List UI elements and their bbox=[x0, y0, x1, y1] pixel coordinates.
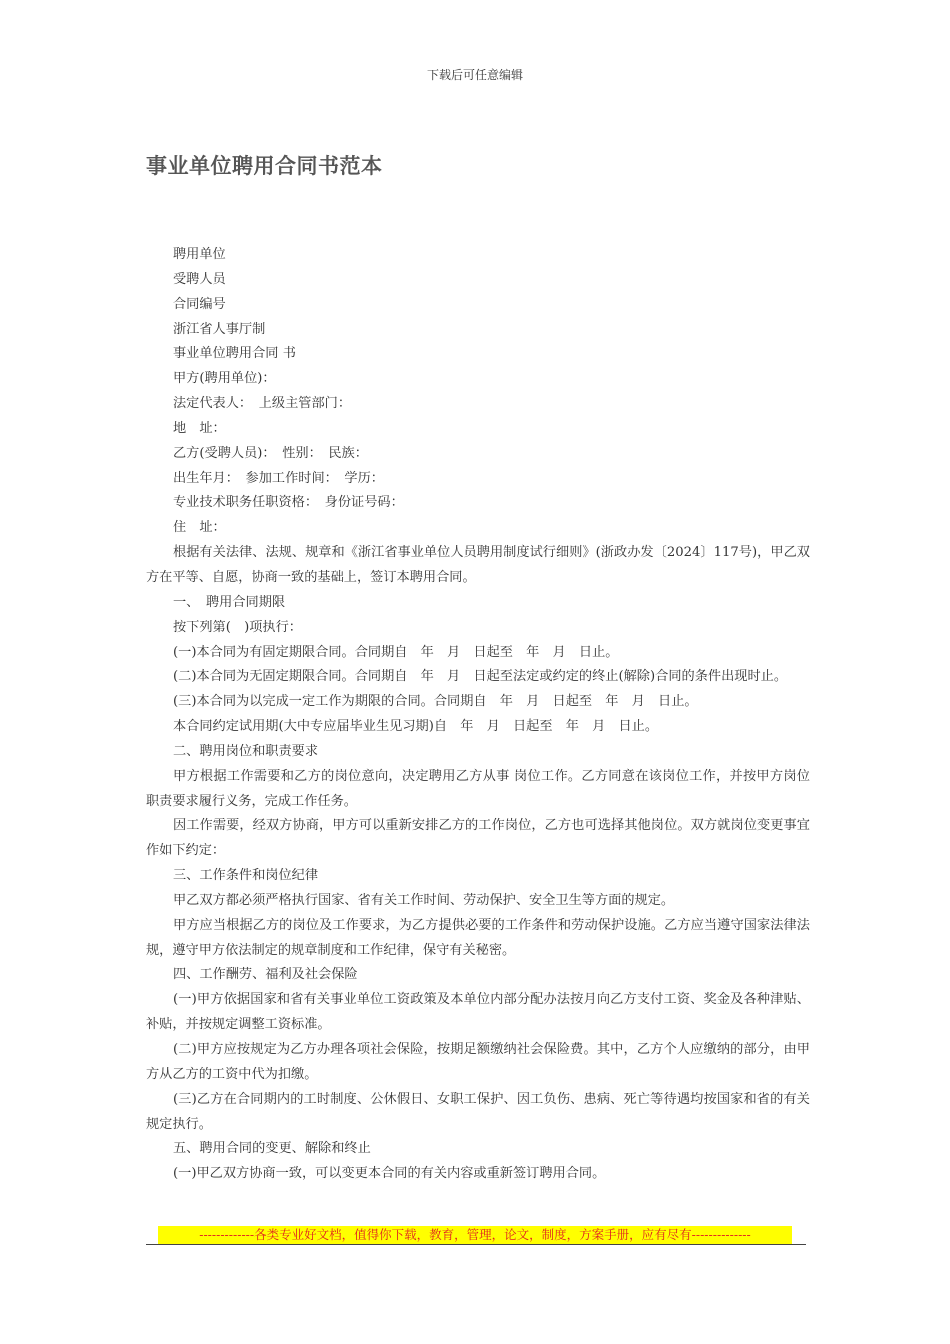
contract-paragraph: 根据有关法律、法规、规章和《浙江省事业单位人员聘用制度试行细则》(浙政办发〔2024〕117号)，甲乙双方在平等、自愿，协商一致的基础上，签订本聘用合同。 bbox=[146, 545, 810, 585]
section-heading: 一、 聘用合同期限 bbox=[173, 594, 286, 610]
contract-paragraph: 浙江省人事厅制 bbox=[173, 321, 266, 337]
footer-promo-banner: -------------各类专业好文档，值得你下载，教育，管理，论文，制度，方案手册，应有尽有-------------- bbox=[158, 1226, 792, 1244]
contract-paragraph: 受聘人员 bbox=[173, 271, 226, 287]
section-heading: 四、工作酬劳、福利及社会保险 bbox=[173, 967, 358, 983]
contract-paragraph: 甲方根据工作需要和乙方的岗位意向，决定聘用乙方从事 岗位工作。乙方同意在该岗位工作，并按甲方岗位职责要求履行义务，完成工作任务。 bbox=[146, 768, 810, 809]
contract-paragraph: 本合同约定试用期(大中专应届毕业生见习期)自 年 月 日起至 年 月 日止。 bbox=[173, 719, 659, 735]
page-header-note: 下载后可任意编辑 bbox=[426, 68, 523, 82]
section-heading: 三、工作条件和岗位纪律 bbox=[173, 868, 319, 884]
contract-paragraph: (一)甲乙双方协商一致，可以变更本合同的有关内容或重新签订聘用合同。 bbox=[173, 1166, 606, 1182]
contract-paragraph: 事业单位聘用合同 书 bbox=[173, 346, 296, 362]
section-heading: 五、聘用合同的变更、解除和终止 bbox=[173, 1141, 371, 1157]
contract-body bbox=[146, 243, 810, 1187]
document-title: 事业单位聘用合同书范本 bbox=[146, 154, 383, 178]
contract-paragraph: 法定代表人： 上级主管部门： bbox=[173, 396, 352, 412]
contract-paragraph: (三)乙方在合同期内的工时制度、公休假日、女职工保护、因工负伤、患病、死亡等待遇均按国家和省的有关规定执行。 bbox=[146, 1091, 810, 1132]
contract-paragraph: (三)本合同为以完成一定工作为期限的合同。合同期自 年 月 日起至 年 月 日止。 bbox=[173, 694, 698, 710]
contract-paragraph: 甲乙双方都必须严格执行国家、省有关工作时间、劳动保护、安全卫生等方面的规定。 bbox=[173, 892, 675, 908]
contract-paragraph: 地 址： bbox=[173, 420, 226, 436]
contract-paragraph: 因工作需要，经双方协商，甲方可以重新安排乙方的工作岗位，乙方也可选择其他岗位。双方就岗位变更事宜作如下约定： bbox=[146, 818, 810, 859]
contract-paragraph: 甲方(聘用单位)： bbox=[173, 371, 276, 387]
contract-paragraph: 按下列第( )项执行： bbox=[173, 619, 302, 635]
contract-paragraph: (二)本合同为无固定期限合同。合同期自 年 月 日起至法定或约定的终止(解除)合同的条件出现时止。 bbox=[173, 669, 788, 685]
contract-paragraph: 住 址： bbox=[173, 520, 226, 536]
contract-paragraph: (二)甲方应按规定为乙方办理各项社会保险，按期足额缴纳社会保险费。其中，乙方个人应缴纳的部分，由甲方从乙方的工资中代为扣缴。 bbox=[146, 1042, 810, 1082]
section-heading: 二、聘用岗位和职责要求 bbox=[173, 743, 319, 759]
contract-paragraph: 甲方应当根据乙方的岗位及工作要求，为乙方提供必要的工作条件和劳动保护设施。乙方应当遵守国家法律法规，遵守甲方依法制定的规章制度和工作纪律，保守有关秘密。 bbox=[146, 917, 810, 958]
contract-paragraph: 聘用单位 bbox=[173, 247, 226, 262]
contract-paragraph: (一)本合同为有固定期限合同。合同期自 年 月 日起至 年 月 日止。 bbox=[173, 644, 619, 660]
contract-paragraph: (一)甲方依据国家和省有关事业单位工资政策及本单位内部分配办法按月向乙方支付工资、奖金及各种津贴、补贴，并按规定调整工资标准。 bbox=[146, 992, 810, 1033]
contract-paragraph: 出生年月： 参加工作时间： 学历： bbox=[173, 470, 384, 486]
contract-paragraph: 合同编号 bbox=[173, 296, 226, 312]
contract-paragraph: 专业技术职务任职资格： 身份证号码： bbox=[173, 495, 404, 511]
contract-paragraph: 乙方(受聘人员)： 性别： 民族： bbox=[173, 445, 368, 461]
footer-divider bbox=[146, 1244, 806, 1245]
